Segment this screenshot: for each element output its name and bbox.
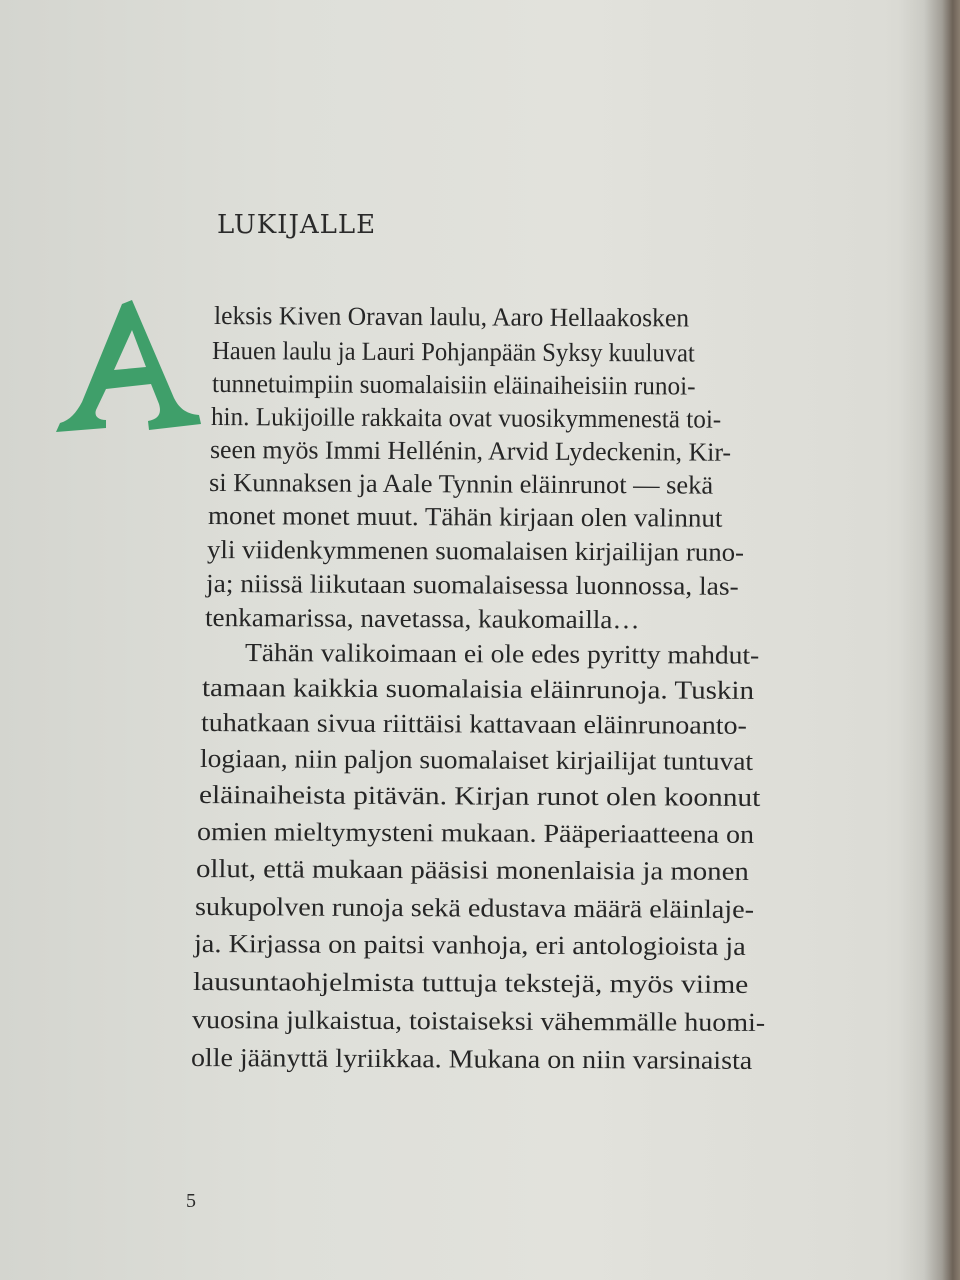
text-line: eläinaiheista pitävän. Kirjan runot olen koonnut [198,780,761,812]
text-line: olle jäänyttä lyriikkaa. Mukana on niin varsinaista [190,1043,753,1075]
text-line: leksis Kiven Oravan laulu, Aaro Hellaakosken [213,301,690,333]
text-line: ja; niissä liikutaan suomalaisessa luonnossa, las- [205,569,739,601]
text-line: sukupolven runoja sekä edustava määrä eläinlaje- [194,892,755,924]
text-line: seen myös Immi Hellénin, Arvid Lydeckenin, Kir- [209,435,732,467]
text-line: omien mieltymysteni mukaan. Pääperiaatteena on [196,817,755,849]
text-line: monet monet muut. Tähän kirjaan olen valinnut [207,501,723,533]
text-line: lausuntaohjelmista tuttuja tekstejä, myös viime [192,967,749,999]
text-line: vuosina julkaistua, toistaiseksi vähemmälle huomi- [191,1005,766,1038]
text-line: Hauen laulu ja Lauri Pohjanpään Syksy kuuluvat [211,336,695,368]
text-line: ollut, että mukaan pääsisi monenlaisia ja monen [195,854,749,886]
text-line: ja. Kirjassa on paitsi vanhoja, eri antologioista ja [193,929,746,961]
text-line: hin. Lukijoille rakkaita ovat vuosikymmenestä toi- [210,402,722,434]
text-line: logiaan, niin paljon suomalaiset kirjailijat tuntuvat [199,744,754,776]
text-line: Tähän valikoimaan ei ole edes pyritty mahdut- [244,638,760,670]
page-title: LUKIJALLE [217,210,377,240]
text-line: tamaan kaikkia suomalaisia eläinrunoja. Tuskin [201,673,755,705]
text-line: yli viidenkymmenen suomalaisen kirjailijan runo- [206,535,745,567]
text-line: tenkamarissa, navetassa, kaukomailla… [204,603,640,635]
text-line: si Kunnaksen ja Aale Tynnin eläinrunot — sekä [208,468,714,500]
text-line: tunnetuimpiin suomalaisiin eläinaiheisiin runoi- [211,369,696,401]
text-line: tuhatkaan sivua riittäisi kattavaan eläinrunoanto- [200,708,747,740]
page-number: 5 [186,1190,196,1212]
